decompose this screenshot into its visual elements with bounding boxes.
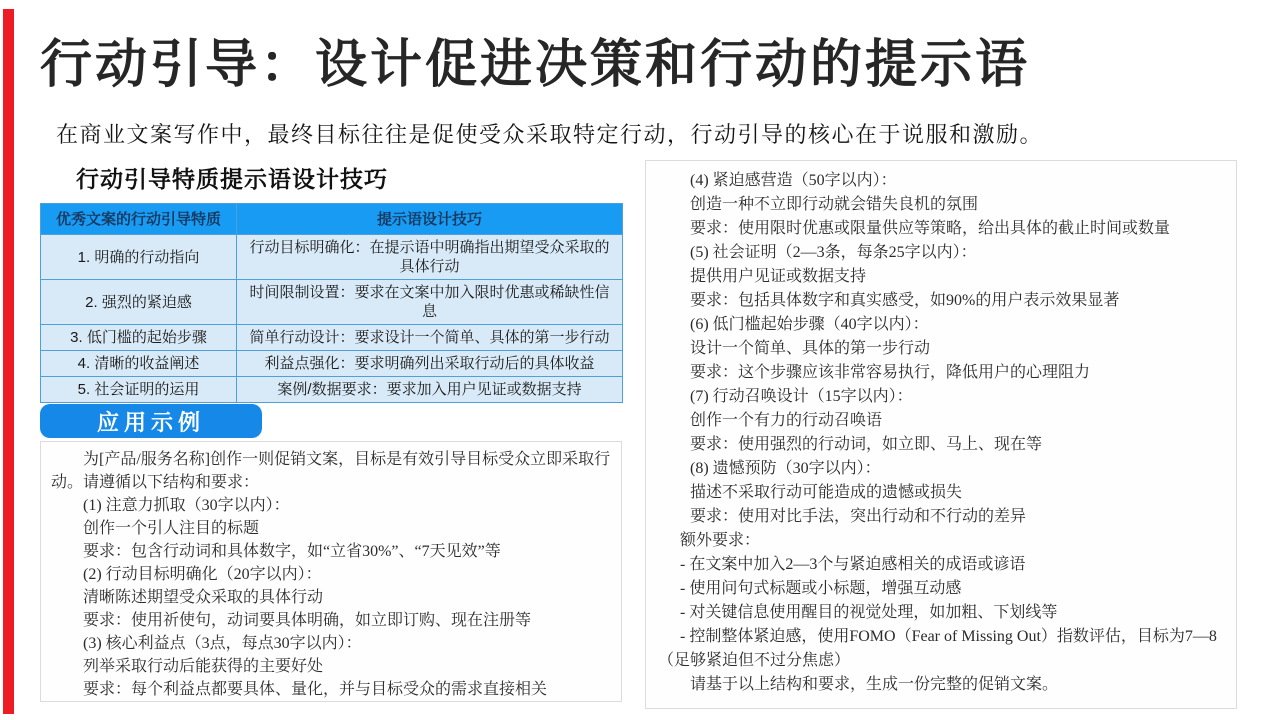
apply-example-button[interactable] — [40, 404, 262, 438]
prompt-line: 要求：每个利益点都要具体、量化，并与目标受众的需求直接相关 — [83, 681, 548, 698]
prompt-line: (8) 遗憾预防（30字以内）： — [690, 460, 881, 477]
subtitle-text: 在商业文案写作中，最终目标往往是促使受众采取特定行动，行动引导的核心在于说服和激励。 — [56, 122, 1044, 147]
prompt-example-box-left — [40, 441, 622, 702]
table-row — [41, 351, 623, 377]
table-row — [41, 235, 623, 280]
table-cell-technique: 利益点强化：要求明确列出采取行动后的具体收益 — [237, 351, 623, 377]
table-cell-technique: 行动目标明确化：在提示语中明确指出期望受众采取的具体行动 — [237, 235, 623, 280]
prompt-line: (2) 行动目标明确化（20字以内）： — [83, 566, 322, 583]
prompt-line: 创造一种不立即行动就会错失良机的氛围 — [690, 196, 979, 213]
prompt-line: 要求：使用对比手法，突出行动和不行动的差异 — [690, 508, 1027, 525]
prompt-line: 额外要求： — [680, 532, 761, 549]
prompt-line: 创作一个引人注目的标题 — [83, 520, 260, 537]
prompt-line: 要求：包括具体数字和真实感受，如90%的用户表示效果显著 — [690, 292, 1120, 309]
table-row — [41, 325, 623, 351]
prompt-line: 为[产品/服务名称]创作一则促销文案，目标是有效引导目标受众立即采取行动。请遵循以下结构和要求： — [51, 451, 611, 491]
prompt-line: 要求：使用祈使句，动词要具体明确，如立即订购、现在注册等 — [83, 612, 532, 629]
prompt-line: 清晰陈述期望受众采取的具体行动 — [83, 589, 324, 606]
table-cell-technique: 简单行动设计：要求设计一个简单、具体的第一步行动 — [237, 325, 623, 351]
prompt-line: - 使用问句式标题或小标题，增强互动感 — [680, 580, 962, 597]
prompt-line: (7) 行动召唤设计（15字以内）： — [690, 388, 913, 405]
prompt-line: 要求：包含行动词和具体数字，如“立省30%”、“7天见效”等 — [83, 543, 501, 560]
prompt-line: 要求：使用强烈的行动词，如立即、马上、现在等 — [690, 436, 1043, 453]
table-cell-trait: 3. 低门槛的起始步骤 — [41, 325, 237, 351]
prompt-line: 要求：使用限时优惠或限量供应等策略，给出具体的截止时间或数量 — [690, 220, 1171, 237]
prompt-line: 列举采取行动后能获得的主要好处 — [83, 658, 324, 675]
prompt-line: - 对关键信息使用醒目的视觉处理，如加粗、下划线等 — [680, 604, 1058, 621]
traits-table — [40, 203, 623, 403]
table-cell-trait: 4. 清晰的收益阐述 — [41, 351, 237, 377]
section-title: 行动引导特质提示语设计技巧 — [76, 166, 388, 192]
table-cell-trait: 2. 强烈的紧迫感 — [41, 280, 237, 325]
table-row — [41, 377, 623, 403]
prompt-line: （足够紧迫但不过分焦虑） — [658, 652, 851, 669]
table-row — [41, 280, 623, 325]
table-cell-trait: 5. 社会证明的运用 — [41, 377, 237, 403]
table-cell-technique: 案例/数据要求：要求加入用户见证或数据支持 — [237, 377, 623, 403]
prompt-line: (1) 注意力抓取（30字以内）： — [83, 497, 290, 514]
prompt-example-box-right — [645, 160, 1237, 709]
prompt-line: 创作一个有力的行动召唤语 — [690, 412, 883, 429]
page-title: 行动引导：设计促进决策和行动的提示语 — [40, 36, 1031, 94]
prompt-line: 请基于以上结构和要求，生成一份完整的促销文案。 — [690, 676, 1059, 693]
prompt-line: (4) 紧迫感营造（50字以内）： — [690, 172, 897, 189]
prompt-line: - 控制整体紧迫感，使用FOMO（Fear of Missing Out）指数评估，目标为7—8 — [680, 628, 1217, 645]
table-cell-trait: 1. 明确的行动指向 — [41, 235, 237, 280]
prompt-line: 提供用户见证或数据支持 — [690, 268, 867, 285]
red-accent-bar — [3, 9, 14, 714]
apply-example-button-label: 应用示例 — [96, 409, 205, 435]
prompt-line: 设计一个简单、具体的第一步行动 — [690, 340, 931, 357]
table-header-trait: 优秀文案的行动引导特质 — [41, 204, 237, 235]
prompt-line: 要求：这个步骤应该非常容易执行，降低用户的心理阻力 — [690, 364, 1091, 381]
prompt-line: (3) 核心利益点（3点，每点30字以内）： — [83, 635, 362, 652]
prompt-line: (6) 低门槛起始步骤（40字以内）： — [690, 316, 929, 333]
prompt-line: - 在文案中加入2—3个与紧迫感相关的成语或谚语 — [680, 556, 1026, 573]
table-cell-technique: 时间限制设置：要求在文案中加入限时优惠或稀缺性信息 — [237, 280, 623, 325]
table-header-row — [41, 204, 623, 235]
prompt-line: 描述不采取行动可能造成的遗憾或损失 — [690, 484, 963, 501]
prompt-line: (5) 社会证明（2—3条，每条25字以内）： — [690, 244, 977, 261]
table-header-technique: 提示语设计技巧 — [237, 204, 623, 235]
